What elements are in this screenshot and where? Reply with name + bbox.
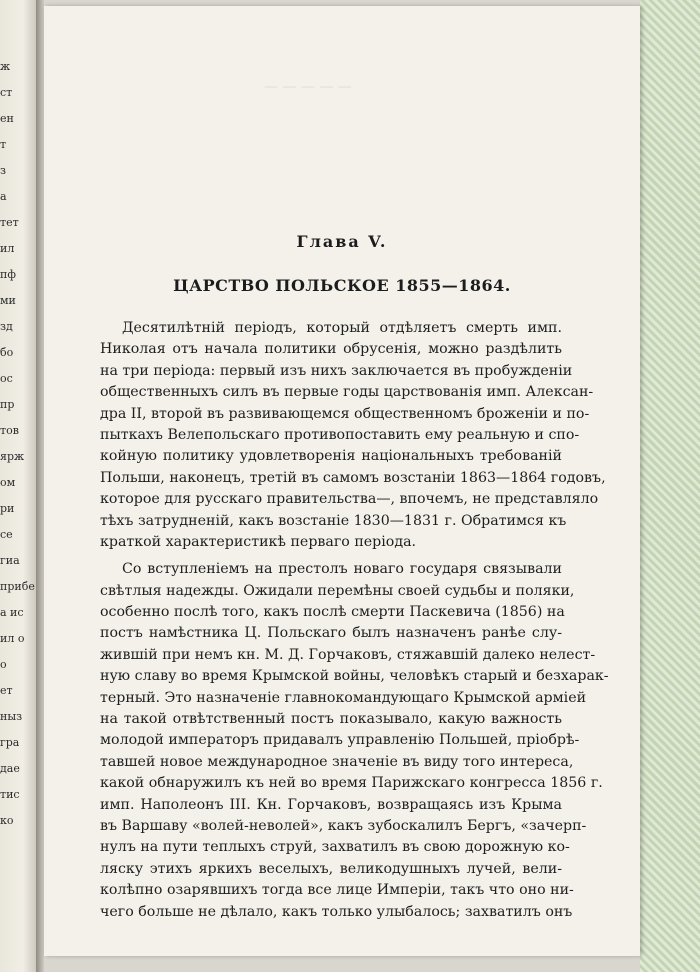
facing-page-fragment: ярж [0, 450, 25, 463]
text-line: жившій при немъ кн. М. Д. Горчаковъ, стяжавшій далеко нелест- [100, 646, 596, 663]
facing-page-fragment: ри [0, 502, 15, 515]
facing-page-fragment: пр [0, 398, 15, 411]
facing-page-fragment: ом [0, 476, 16, 489]
section-heading: ЦАРСТВО ПОЛЬСКОЕ 1855—1864. [173, 276, 511, 295]
facing-page-fragment: тис [0, 788, 20, 801]
text-line: Польши, наконецъ, третій въ самомъ возстаніи 1863—1864 годовъ, [100, 469, 606, 486]
facing-page-fragment: бо [0, 346, 14, 359]
text-line: молодой императоръ придавалъ управленію Польшей, пріобрѣ- [100, 732, 580, 749]
chapter-title: Глава V. [296, 232, 388, 251]
text-line: колѣпно озарявшихъ тогда все лице Имперіи, такъ что оно ни- [100, 882, 574, 899]
facing-page-fragment: тет [0, 216, 19, 229]
facing-page-fragment: ж [0, 60, 11, 73]
facing-page-fragment: а ис [0, 606, 24, 619]
text-line: ную славу во время Крымской войны, человѣкъ старый и безхарак- [100, 668, 609, 685]
facing-page-left [0, 0, 38, 972]
facing-page-fragment: а [0, 190, 7, 203]
facing-page-fragment: се [0, 528, 13, 541]
facing-page-fragment: гиа [0, 554, 20, 567]
facing-page-fragment: гра [0, 736, 20, 749]
book-page [44, 6, 640, 956]
text-line: которое для русскаго правительства—, впочемъ, не представляло [100, 491, 599, 508]
text-line: Десятилѣтній періодъ, который отдѣляетъ смерть имп. [122, 320, 562, 336]
text-line: особенно послѣ того, какъ послѣ смерти Паскевича (1856) на [100, 604, 565, 621]
facing-page-fragment: з [0, 164, 6, 177]
text-line: постъ намѣстника Ц. Польскаго былъ назначенъ ранѣе слу- [100, 625, 562, 642]
text-line: тѣхъ затрудненій, какъ возстаніе 1830—1831 г. Обратимся къ [100, 512, 567, 529]
text-line: нулъ на пути теплыхъ струй, захватилъ въ свою дорожную ко- [100, 839, 570, 856]
facing-page-fragment: ныз [0, 710, 23, 723]
facing-page-fragment: ми [0, 294, 16, 307]
paragraph [100, 318, 606, 553]
facing-page-fragment: ен [0, 112, 14, 125]
text-line: въ Варшаву «волей-неволей», какъ зубоскалилъ Бергъ, «зачерп- [100, 817, 587, 834]
facing-page-fragment: прибе [0, 580, 35, 593]
facing-page-fragment: т [0, 138, 7, 151]
text-line: койную политику удовлетворенія національныхъ требованій [100, 448, 562, 465]
text-line: на такой отвѣтственный постъ показывало, какую важность [100, 711, 562, 728]
text-line: дра II, второй въ развивающемся общественномъ броженіи и по- [100, 405, 590, 422]
facing-page-fragment: ет [0, 684, 13, 697]
text-line: краткой характеристикѣ перваго періода. [100, 533, 417, 550]
text-line: какой обнаружилъ къ ней во время Парижскаго конгресса 1856 г. [100, 775, 603, 792]
text-line: ляску этихъ яркихъ веселыхъ, великодушныхъ лучей, вели- [100, 860, 562, 877]
facing-page-fragment: зд [0, 320, 13, 333]
facing-page-fragment: ко [0, 814, 14, 827]
facing-page-fragment: дае [0, 762, 20, 775]
text-line: Николая отъ начала политики обрусенія, можно раздѣлить [100, 341, 562, 358]
show-through-text: — — — — — [264, 79, 352, 95]
paragraph [100, 559, 609, 923]
facing-page-fragment: ил [0, 242, 15, 255]
facing-page-fragment: о [0, 658, 7, 671]
text-line: тавшей новое международное значеніе въ виду того интереса, [100, 753, 574, 770]
body-text [100, 318, 609, 923]
facing-page-fragment: ст [0, 86, 13, 99]
text-line: имп. Наполеонъ III. Кн. Горчаковъ, возвращаясь изъ Крыма [100, 796, 562, 813]
book-gutter [36, 0, 44, 972]
text-line: общественныхъ силъ въ первые годы царствованія имп. Алексан- [100, 384, 594, 401]
green-endpaper [640, 0, 700, 972]
text-line: пыткахъ Велепольскаго противопоставить ему реальную и спо- [100, 426, 580, 443]
text-line: свѣтлыя надежды. Ожидали перемѣны своей судьбы и поляки, [100, 582, 575, 599]
text-line: на три періода: первый изъ нихъ заключается въ пробужденіи [100, 362, 573, 379]
text-line: терный. Это назначеніе главнокомандующаго Крымской арміей [100, 689, 587, 706]
facing-page-fragment: ос [0, 372, 13, 385]
facing-page-fragment: тов [0, 424, 19, 437]
facing-page-fragment: пф [0, 268, 16, 281]
facing-page-fragment: ил о [0, 632, 25, 645]
text-line: чего больше не дѣлало, какъ только улыбалось; захватилъ онъ [100, 903, 573, 920]
text-line: Со вступленіемъ на престолъ новаго государя связывали [122, 561, 562, 578]
